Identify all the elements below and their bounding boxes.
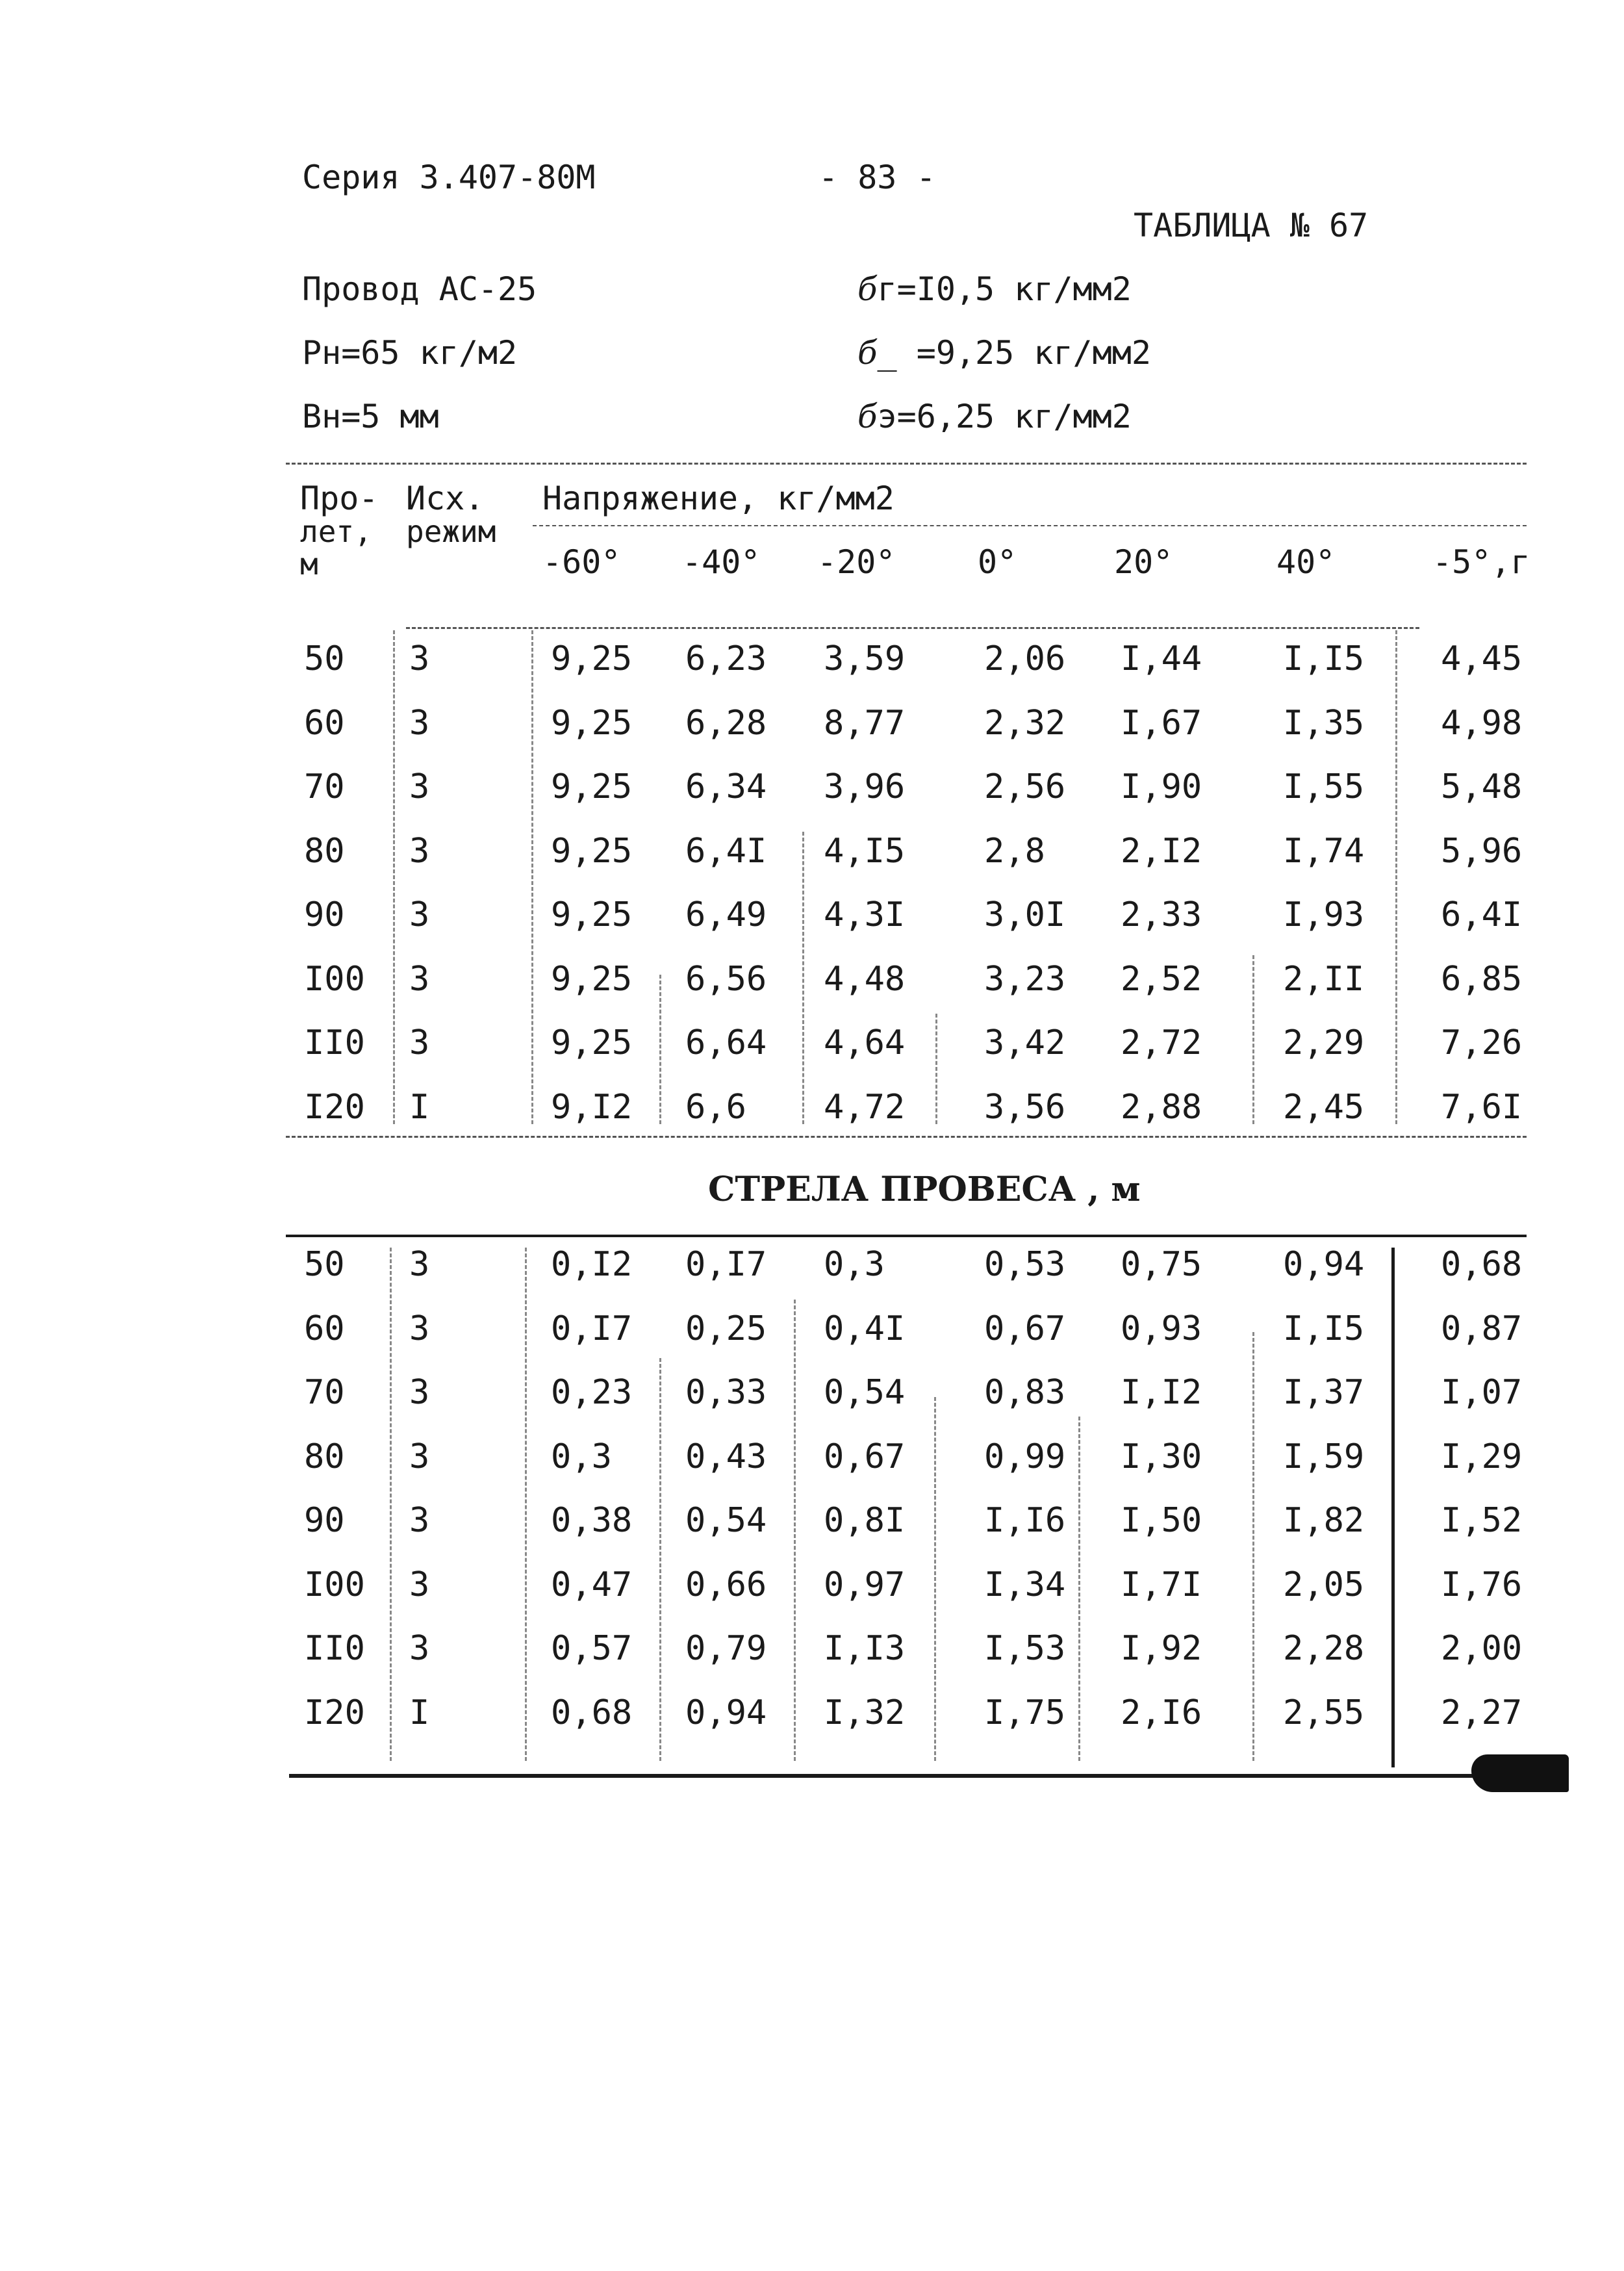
t-40-cell: 6,6 — [685, 1087, 746, 1127]
t40-cell: I,I5 — [1283, 639, 1365, 678]
t-40-cell: 0,43 — [685, 1437, 767, 1476]
mode-cell: 3 — [409, 1023, 430, 1062]
t40-cell: 2,29 — [1283, 1023, 1365, 1062]
t0-cell: I,I6 — [984, 1501, 1066, 1540]
t0-cell: 2,06 — [984, 639, 1066, 678]
mode-cell: 3 — [409, 703, 430, 743]
temp-header: 20° — [1114, 543, 1173, 581]
t-20-cell: 4,3I — [824, 895, 906, 934]
mode-cell: 3 — [409, 959, 430, 999]
t-60-cell: 0,68 — [551, 1693, 633, 1732]
span-cell: 90 — [304, 1501, 345, 1540]
t20-cell: 2,I2 — [1121, 831, 1202, 871]
stress-table-bottom-rule — [286, 1136, 1527, 1138]
t20-cell: 0,93 — [1121, 1309, 1202, 1348]
t-40-cell: 0,54 — [685, 1501, 767, 1540]
span-header-3: м — [300, 546, 318, 582]
t40-cell: I,93 — [1283, 895, 1365, 934]
column-separator — [1078, 1417, 1080, 1761]
mode-cell: 3 — [409, 1373, 430, 1412]
t-5-ice-cell: 0,87 — [1441, 1309, 1523, 1348]
t20-cell: 2,88 — [1121, 1087, 1202, 1127]
t20-cell: 2,52 — [1121, 959, 1202, 999]
t-60-cell: 0,47 — [551, 1565, 633, 1604]
t-5-ice-cell: I,76 — [1441, 1565, 1523, 1604]
t-40-cell: 0,I7 — [685, 1245, 767, 1284]
t-5-ice-cell: 0,68 — [1441, 1245, 1523, 1284]
t-20-cell: 4,64 — [824, 1023, 906, 1062]
t-20-cell: 0,4I — [824, 1309, 906, 1348]
column-separator — [1252, 1332, 1254, 1761]
wire-type: Провод АС-25 — [302, 270, 537, 308]
t-40-cell: 0,66 — [685, 1565, 767, 1604]
t0-cell: 2,8 — [984, 831, 1045, 871]
t20-cell: I,44 — [1121, 639, 1202, 678]
t-40-cell: 6,49 — [685, 895, 767, 934]
t0-cell: 0,83 — [984, 1373, 1066, 1412]
column-separator — [390, 1248, 392, 1761]
t-60-cell: 0,I2 — [551, 1245, 633, 1284]
mode-cell: 3 — [409, 1437, 430, 1476]
t-40-cell: 6,4I — [685, 831, 767, 871]
t-20-cell: 0,97 — [824, 1565, 906, 1604]
t-5-ice-cell: 6,85 — [1441, 959, 1523, 999]
stress-param-g — [857, 270, 1132, 308]
t-5-ice-cell: 4,45 — [1441, 639, 1523, 678]
temp-header: -5°,г — [1432, 543, 1530, 581]
stress-param-e-text: э=6,25 кг/мм2 — [877, 398, 1132, 435]
header-top-rule — [286, 463, 1527, 465]
t-60-cell: 0,57 — [551, 1629, 633, 1668]
t20-cell: I,30 — [1121, 1437, 1202, 1476]
t40-cell: 2,55 — [1283, 1693, 1365, 1732]
t0-cell: I,53 — [984, 1629, 1066, 1668]
sigma-symbol: б — [857, 334, 878, 372]
mode-cell: 3 — [409, 639, 430, 678]
t40-cell: I,I5 — [1283, 1309, 1365, 1348]
t40-cell: I,35 — [1283, 703, 1365, 743]
span-cell: 90 — [304, 895, 345, 934]
t-60-cell: 9,25 — [551, 703, 633, 743]
column-separator — [934, 1397, 936, 1761]
mode-cell: 3 — [409, 1565, 430, 1604]
mode-cell: 3 — [409, 831, 430, 871]
t-20-cell: 3,96 — [824, 767, 906, 806]
span-cell: II0 — [304, 1023, 365, 1062]
t-5-ice-cell: 5,48 — [1441, 767, 1523, 806]
mode-cell: 3 — [409, 895, 430, 934]
column-separator — [659, 1358, 661, 1761]
temp-header: -20° — [817, 543, 896, 581]
t-60-cell: 0,23 — [551, 1373, 633, 1412]
stress-caption-rule — [533, 525, 1527, 526]
column-separator — [802, 832, 804, 1124]
t0-cell: 0,53 — [984, 1245, 1066, 1284]
t-60-cell: 0,3 — [551, 1437, 612, 1476]
t0-cell: 3,42 — [984, 1023, 1066, 1062]
t-20-cell: 0,67 — [824, 1437, 906, 1476]
t0-cell: 0,67 — [984, 1309, 1066, 1348]
t-5-ice-cell: 6,4I — [1441, 895, 1523, 934]
temp-header: -60° — [542, 543, 621, 581]
column-separator — [393, 630, 395, 1124]
t20-cell: 2,33 — [1121, 895, 1202, 934]
t-40-cell: 6,56 — [685, 959, 767, 999]
t-40-cell: 0,25 — [685, 1309, 767, 1348]
t20-cell: 2,72 — [1121, 1023, 1202, 1062]
column-separator — [935, 1014, 937, 1124]
table-label: ТАБЛИЦА № 67 — [1134, 207, 1369, 244]
span-cell: I20 — [304, 1693, 365, 1732]
temp-header: 0° — [978, 543, 1017, 581]
t0-cell: I,75 — [984, 1693, 1066, 1732]
t40-cell: 2,05 — [1283, 1565, 1365, 1604]
t-40-cell: 0,79 — [685, 1629, 767, 1668]
t40-cell: I,55 — [1283, 767, 1365, 806]
mode-header-1: Исх. — [406, 480, 485, 517]
t-60-cell: 0,I7 — [551, 1309, 633, 1348]
t-20-cell: 0,8I — [824, 1501, 906, 1540]
column-separator — [1395, 630, 1397, 1124]
mode-cell: 3 — [409, 1629, 430, 1668]
temp-header: 40° — [1276, 543, 1336, 581]
t20-cell: I,7I — [1121, 1565, 1202, 1604]
t-5-ice-cell: 2,27 — [1441, 1693, 1523, 1732]
mode-cell: 3 — [409, 767, 430, 806]
column-separator — [1391, 1248, 1395, 1767]
span-cell: 80 — [304, 1437, 345, 1476]
t-5-ice-cell: 2,00 — [1441, 1629, 1523, 1668]
t0-cell: 3,56 — [984, 1087, 1066, 1127]
t20-cell: 0,75 — [1121, 1245, 1202, 1284]
t-60-cell: 9,25 — [551, 639, 633, 678]
span-cell: 60 — [304, 703, 345, 743]
t-20-cell: I,32 — [824, 1693, 906, 1732]
span-cell: I00 — [304, 1565, 365, 1604]
column-separator — [659, 975, 661, 1124]
sag-caption: СТРЕЛА ПРОВЕСА , м — [708, 1170, 1141, 1209]
t0-cell: 3,0I — [984, 895, 1066, 934]
t40-cell: I,59 — [1283, 1437, 1365, 1476]
sigma-symbol: б — [857, 270, 878, 308]
stress-param-min — [857, 334, 1151, 372]
t0-cell: 0,99 — [984, 1437, 1066, 1476]
mode-cell: 3 — [409, 1501, 430, 1540]
t0-cell: I,34 — [984, 1565, 1066, 1604]
span-cell: II0 — [304, 1629, 365, 1668]
page-number: - 83 - — [818, 159, 936, 196]
t20-cell: 2,I6 — [1121, 1693, 1202, 1732]
t-5-ice-cell: 7,6I — [1441, 1087, 1523, 1127]
sigma-symbol: б — [857, 398, 878, 435]
stress-param-e — [857, 400, 1132, 433]
t40-cell: I,82 — [1283, 1501, 1365, 1540]
stress-param-min-text: _ =9,25 кг/мм2 — [877, 334, 1151, 372]
t20-cell: I,90 — [1121, 767, 1202, 806]
t-60-cell: 9,25 — [551, 831, 633, 871]
span-header-1: Про- — [300, 480, 379, 517]
t-40-cell: 6,28 — [685, 703, 767, 743]
sag-table-bottom-rule — [289, 1774, 1562, 1778]
t-40-cell: 0,33 — [685, 1373, 767, 1412]
t40-cell: 2,28 — [1283, 1629, 1365, 1668]
t-5-ice-cell: 7,26 — [1441, 1023, 1523, 1062]
sag-table-top-rule — [286, 1235, 1527, 1237]
t-60-cell: 9,I2 — [551, 1087, 633, 1127]
t-40-cell: 6,34 — [685, 767, 767, 806]
t20-cell: I,67 — [1121, 703, 1202, 743]
mode-cell: I — [409, 1087, 430, 1127]
column-separator — [1252, 955, 1254, 1124]
t0-cell: 3,23 — [984, 959, 1066, 999]
ink-blot — [1471, 1754, 1569, 1792]
t-20-cell: 3,59 — [824, 639, 906, 678]
span-cell: 70 — [304, 1373, 345, 1412]
t40-cell: I,74 — [1283, 831, 1365, 871]
span-cell: 60 — [304, 1309, 345, 1348]
t40-cell: 2,45 — [1283, 1087, 1365, 1127]
span-cell: I20 — [304, 1087, 365, 1127]
t-20-cell: 8,77 — [824, 703, 906, 743]
stress-caption: Напряжение, кг/мм2 — [542, 480, 894, 517]
wind-pressure: Рн=65 кг/м2 — [302, 334, 518, 372]
t-5-ice-cell: I,29 — [1441, 1437, 1523, 1476]
series-label: Серия 3.407-80М — [302, 159, 596, 196]
t-60-cell: 9,25 — [551, 1023, 633, 1062]
t0-cell: 2,56 — [984, 767, 1066, 806]
stress-param-g-text: г=I0,5 кг/мм2 — [877, 270, 1132, 308]
t-20-cell: 4,I5 — [824, 831, 906, 871]
t20-cell: I,50 — [1121, 1501, 1202, 1540]
span-cell: 50 — [304, 1245, 345, 1284]
t40-cell: 2,II — [1283, 959, 1365, 999]
ice-thickness: Вн=5 мм — [302, 398, 439, 435]
column-separator — [531, 630, 533, 1124]
t-60-cell: 9,25 — [551, 959, 633, 999]
mode-cell: 3 — [409, 1245, 430, 1284]
t-5-ice-cell: I,52 — [1441, 1501, 1523, 1540]
t-20-cell: I,I3 — [824, 1629, 906, 1668]
t20-cell: I,I2 — [1121, 1373, 1202, 1412]
mode-cell: I — [409, 1693, 430, 1732]
t20-cell: I,92 — [1121, 1629, 1202, 1668]
t-60-cell: 9,25 — [551, 895, 633, 934]
t-60-cell: 9,25 — [551, 767, 633, 806]
span-cell: 70 — [304, 767, 345, 806]
column-separator — [525, 1248, 527, 1761]
temp-header: -40° — [682, 543, 761, 581]
t-5-ice-cell: 5,96 — [1441, 831, 1523, 871]
t-40-cell: 6,64 — [685, 1023, 767, 1062]
t40-cell: I,37 — [1283, 1373, 1365, 1412]
t40-cell: 0,94 — [1283, 1245, 1365, 1284]
t-20-cell: 0,3 — [824, 1245, 885, 1284]
t-20-cell: 4,48 — [824, 959, 906, 999]
t-5-ice-cell: I,07 — [1441, 1373, 1523, 1412]
t-20-cell: 4,72 — [824, 1087, 906, 1127]
t-20-cell: 0,54 — [824, 1373, 906, 1412]
span-cell: 80 — [304, 831, 345, 871]
t-40-cell: 6,23 — [685, 639, 767, 678]
span-cell: 50 — [304, 639, 345, 678]
t-60-cell: 0,38 — [551, 1501, 633, 1540]
t0-cell: 2,32 — [984, 703, 1066, 743]
mode-cell: 3 — [409, 1309, 430, 1348]
span-header-2: лет, — [300, 514, 372, 549]
mode-header-2: режим — [406, 514, 496, 549]
span-cell: I00 — [304, 959, 365, 999]
header-bottom-rule — [406, 627, 1419, 629]
t-5-ice-cell: 4,98 — [1441, 703, 1523, 743]
t-40-cell: 0,94 — [685, 1693, 767, 1732]
column-separator — [794, 1300, 796, 1761]
